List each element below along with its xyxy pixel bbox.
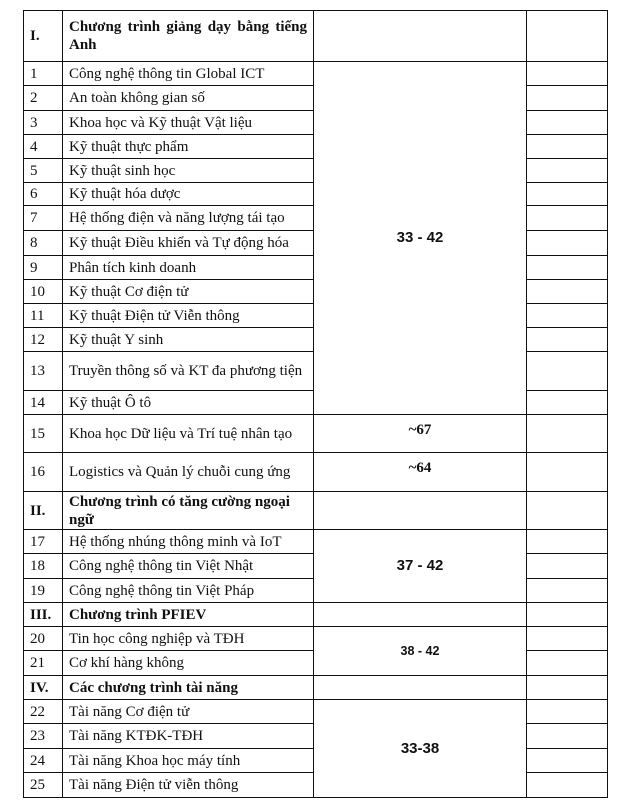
extra-cell xyxy=(527,603,608,627)
program-name: Hệ thống nhúng thông minh và IoT xyxy=(63,530,314,554)
section-header-row xyxy=(24,492,608,530)
program-name: Kỹ thuật Cơ điện tử xyxy=(63,280,314,304)
score-cell-empty xyxy=(314,676,527,700)
program-name: Tài năng KTĐK-TĐH xyxy=(63,724,314,749)
extra-cell xyxy=(527,415,608,453)
extra-cell xyxy=(527,651,608,676)
row-number: 25 xyxy=(24,773,63,798)
program-name: Cơ khí hàng không xyxy=(63,651,314,676)
program-name: Phân tích kinh doanh xyxy=(63,256,314,280)
extra-cell xyxy=(527,304,608,328)
section-title: Chương trình có tăng cường ngoại ngữ xyxy=(63,492,314,530)
row-number: 14 xyxy=(24,391,63,415)
row-number: 3 xyxy=(24,111,63,135)
extra-cell xyxy=(527,676,608,700)
row-number: 18 xyxy=(24,554,63,579)
section-number: III. xyxy=(24,603,63,627)
score-cell-empty xyxy=(314,11,527,62)
program-name: Khoa học và Kỹ thuật Vật liệu xyxy=(63,111,314,135)
section-number: IV. xyxy=(24,676,63,700)
program-name: Truyền thông số và KT đa phương tiện xyxy=(63,352,314,391)
section-header-row xyxy=(24,11,608,62)
extra-cell xyxy=(527,159,608,183)
table-row xyxy=(24,62,608,86)
row-number: 12 xyxy=(24,328,63,352)
section-number: I. xyxy=(24,11,63,62)
extra-cell xyxy=(527,62,608,86)
table-row xyxy=(24,700,608,724)
extra-cell xyxy=(527,530,608,554)
extra-cell xyxy=(527,579,608,603)
row-number: 21 xyxy=(24,651,63,676)
row-number: 7 xyxy=(24,206,63,231)
program-name: Công nghệ thông tin Việt Pháp xyxy=(63,579,314,603)
table-row xyxy=(24,415,608,453)
section-title: Các chương trình tài năng xyxy=(63,676,314,700)
extra-cell xyxy=(527,11,608,62)
programs-table xyxy=(23,10,608,798)
score-cell-empty xyxy=(314,603,527,627)
row-number: 9 xyxy=(24,256,63,280)
program-name: Logistics và Quản lý chuỗi cung ứng xyxy=(63,453,314,492)
score-range: ~67 xyxy=(314,415,527,453)
section-header-row xyxy=(24,603,608,627)
program-name: Tài năng Cơ điện tử xyxy=(63,700,314,724)
program-name: Kỹ thuật Điều khiển và Tự động hóa xyxy=(63,231,314,256)
score-range: 33 - 42 xyxy=(314,62,527,415)
row-number: 8 xyxy=(24,231,63,256)
table-row xyxy=(24,627,608,651)
row-number: 20 xyxy=(24,627,63,651)
program-name: Kỹ thuật thực phẩm xyxy=(63,135,314,159)
extra-cell xyxy=(527,700,608,724)
extra-cell xyxy=(527,352,608,391)
extra-cell xyxy=(527,86,608,111)
program-name: Kỹ thuật Ô tô xyxy=(63,391,314,415)
row-number: 23 xyxy=(24,724,63,749)
extra-cell xyxy=(527,773,608,798)
program-name: Kỹ thuật hóa dược xyxy=(63,183,314,206)
program-name: An toàn không gian số xyxy=(63,86,314,111)
score-range: 38 - 42 xyxy=(314,627,527,676)
extra-cell xyxy=(527,391,608,415)
row-number: 15 xyxy=(24,415,63,453)
section-title: Chương trình PFIEV xyxy=(63,603,314,627)
extra-cell xyxy=(527,492,608,530)
row-number: 5 xyxy=(24,159,63,183)
score-range: ~64 xyxy=(314,453,527,492)
row-number: 22 xyxy=(24,700,63,724)
program-name: Kỹ thuật sinh học xyxy=(63,159,314,183)
row-number: 11 xyxy=(24,304,63,328)
extra-cell xyxy=(527,280,608,304)
program-name: Tin học công nghiệp và TĐH xyxy=(63,627,314,651)
extra-cell xyxy=(527,328,608,352)
program-name: Kỹ thuật Điện tử Viễn thông xyxy=(63,304,314,328)
section-title: Chương trình giảng dạy bằng tiếng Anh xyxy=(63,11,314,62)
table-row xyxy=(24,453,608,492)
extra-cell xyxy=(527,554,608,579)
extra-cell xyxy=(527,453,608,492)
program-name: Tài năng Khoa học máy tính xyxy=(63,749,314,773)
program-name: Kỹ thuật Y sinh xyxy=(63,328,314,352)
table-row xyxy=(24,530,608,554)
program-name: Khoa học Dữ liệu và Trí tuệ nhân tạo xyxy=(63,415,314,453)
row-number: 24 xyxy=(24,749,63,773)
row-number: 10 xyxy=(24,280,63,304)
extra-cell xyxy=(527,206,608,231)
extra-cell xyxy=(527,135,608,159)
row-number: 19 xyxy=(24,579,63,603)
program-name: Công nghệ thông tin Global ICT xyxy=(63,62,314,86)
row-number: 1 xyxy=(24,62,63,86)
extra-cell xyxy=(527,231,608,256)
row-number: 17 xyxy=(24,530,63,554)
extra-cell xyxy=(527,724,608,749)
program-name: Hệ thống điện và năng lượng tái tạo xyxy=(63,206,314,231)
score-range: 33-38 xyxy=(314,700,527,798)
extra-cell xyxy=(527,111,608,135)
row-number: 16 xyxy=(24,453,63,492)
row-number: 4 xyxy=(24,135,63,159)
extra-cell xyxy=(527,183,608,206)
score-cell-empty xyxy=(314,492,527,530)
extra-cell xyxy=(527,256,608,280)
program-name: Tài năng Điện tử viễn thông xyxy=(63,773,314,798)
row-number: 2 xyxy=(24,86,63,111)
score-range: 37 - 42 xyxy=(314,530,527,603)
extra-cell xyxy=(527,627,608,651)
extra-cell xyxy=(527,749,608,773)
program-name: Công nghệ thông tin Việt Nhật xyxy=(63,554,314,579)
section-number: II. xyxy=(24,492,63,530)
section-header-row xyxy=(24,676,608,700)
row-number: 6 xyxy=(24,183,63,206)
row-number: 13 xyxy=(24,352,63,391)
